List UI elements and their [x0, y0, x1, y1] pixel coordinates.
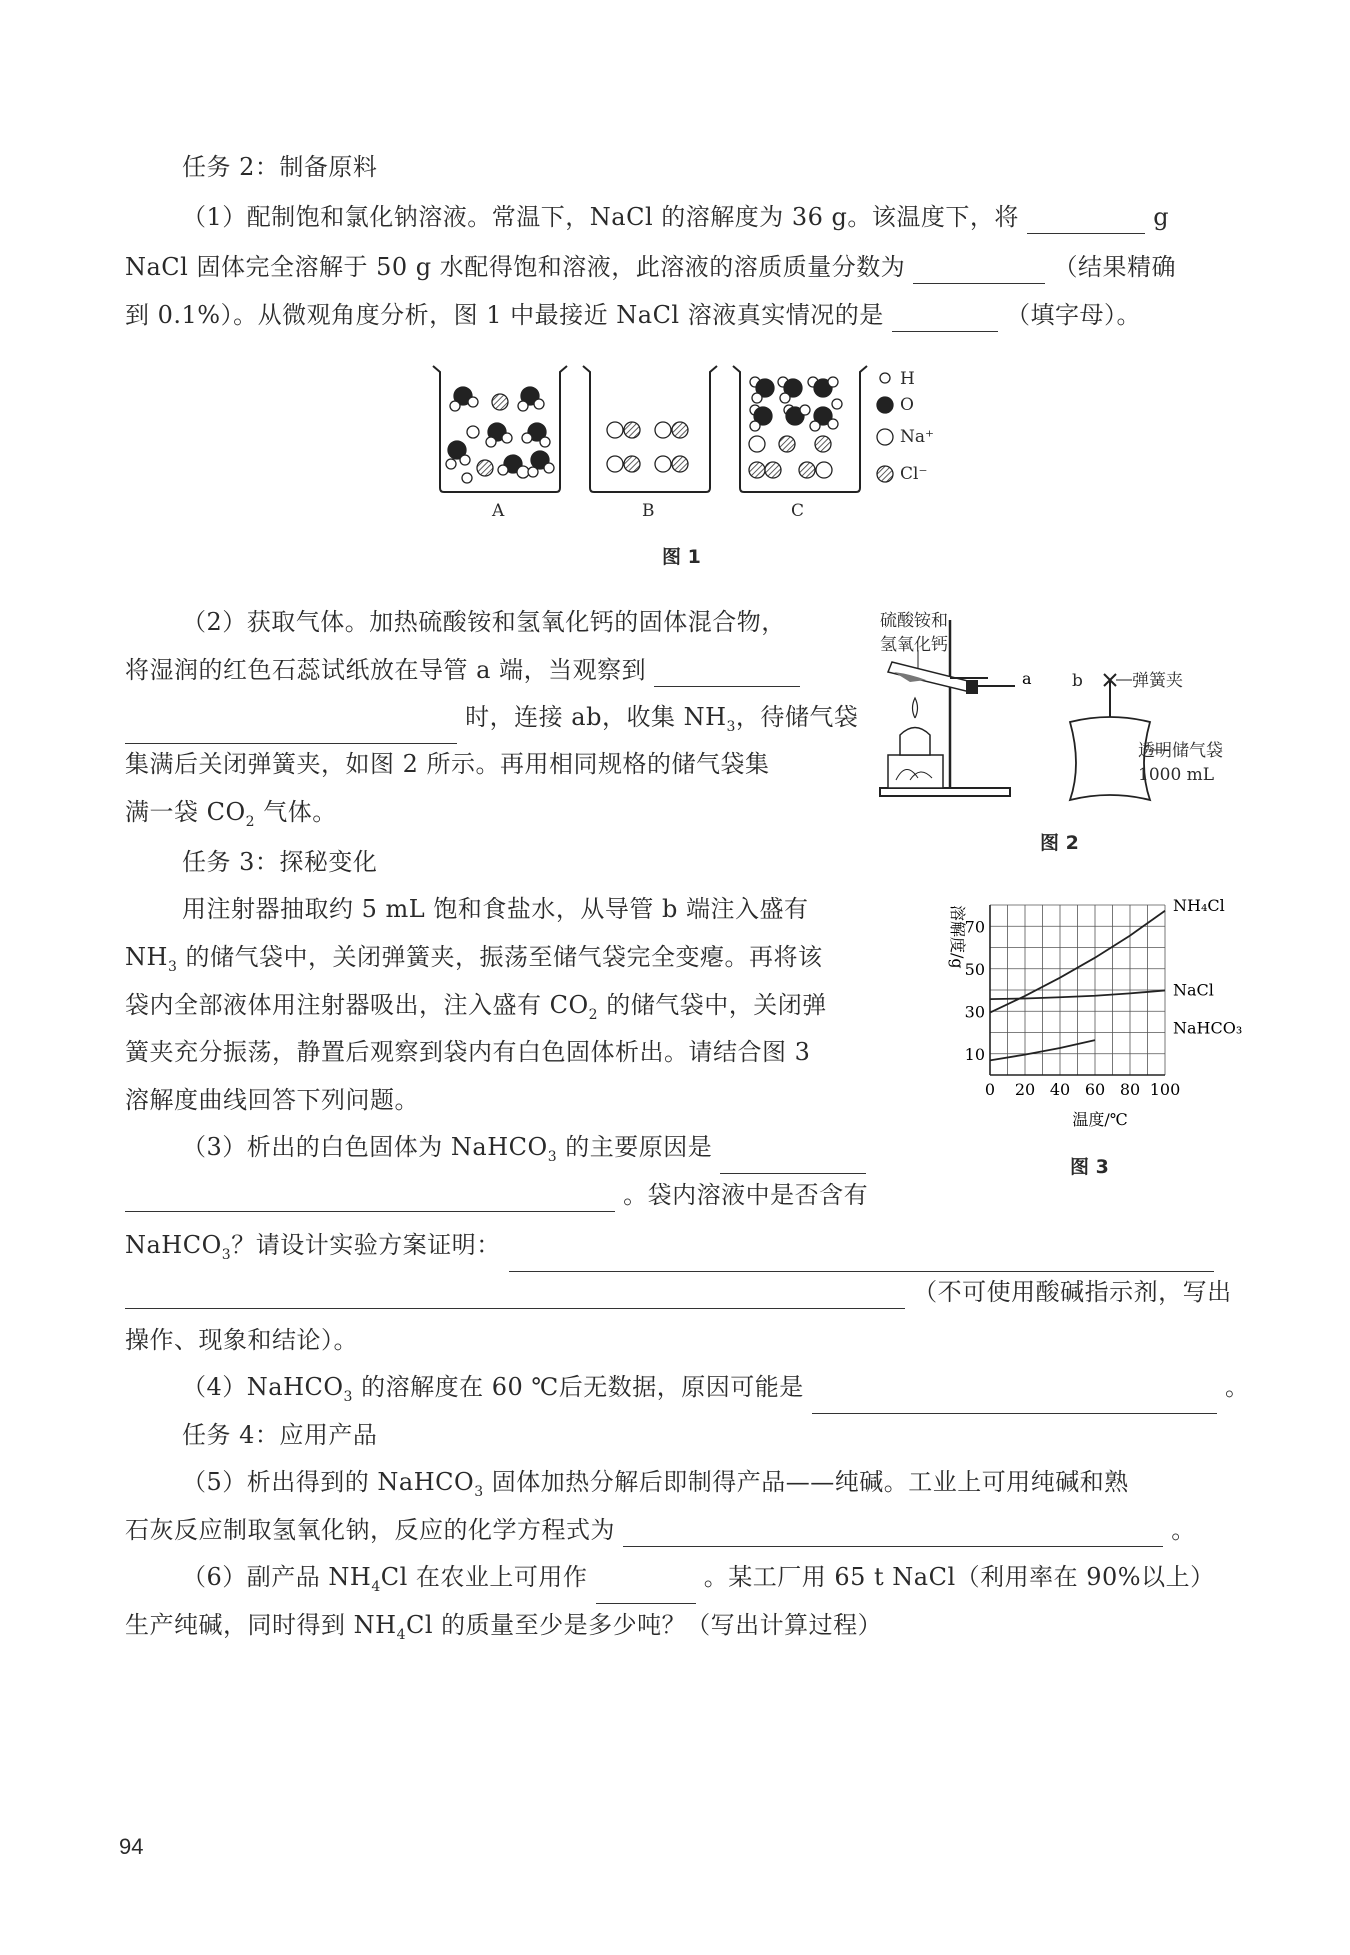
- q2-line1: （2）获取气体。加热硫酸铵和氢氧化钙的固体混合物，: [182, 608, 786, 636]
- q6-line1-end: 。某工厂用 65 t NaCl（利用率在 90%以上）: [703, 1563, 1215, 1591]
- fig2-clip-label: 弹簧夹: [1132, 671, 1183, 691]
- legend-na-symbol: [877, 429, 893, 445]
- q5-line2-end: 。: [1171, 1516, 1196, 1544]
- q2-line3-end: ，待储气袋: [735, 703, 859, 731]
- task3-p3-end: 的储气袋中，关闭弹: [598, 991, 827, 1019]
- task4-heading: 任务 4：应用产品: [182, 1421, 378, 1449]
- q1-line3-text: 到 0.1%）。从微观角度分析，图 1 中最接近 NaCl 溶液真实情况的是: [125, 301, 884, 329]
- q2-line3: [125, 700, 858, 744]
- q1-blank-fraction[interactable]: [913, 257, 1045, 284]
- beaker-c: [733, 366, 867, 492]
- series-label: NH₄Cl: [1173, 896, 1225, 915]
- q3-line1-text: （3）析出的白色固体为 NaHCO: [182, 1133, 548, 1161]
- task3-p5: 溶解度曲线回答下列问题。: [125, 1086, 419, 1114]
- task3-heading: 任务 3：探秘变化: [182, 848, 378, 876]
- q2-line5: [125, 795, 337, 839]
- q1-line1: [182, 200, 1169, 234]
- q1-blank-letter[interactable]: [892, 305, 998, 332]
- q3-line2: [125, 1178, 868, 1212]
- q1-line2-text: NaCl 固体完全溶解于 50 g 水配得饱和溶液，此溶液的溶质质量分数为: [125, 253, 906, 281]
- q1-blank-mass[interactable]: [1027, 207, 1145, 234]
- q3-line4: [125, 1275, 1232, 1309]
- q5-line1-end: 固体加热分解后即制得产品——纯碱。工业上可用纯碱和熟: [483, 1468, 1129, 1496]
- q3-line4-text: （不可使用酸碱指示剂，写出: [913, 1278, 1232, 1306]
- x-tick-label: 20: [1014, 1080, 1036, 1099]
- q3-line1-sub: 3: [547, 1148, 558, 1165]
- svg-text:a: a: [1022, 669, 1032, 688]
- q5-line2: [125, 1513, 1196, 1547]
- q5-line1-sub: 3: [474, 1483, 484, 1500]
- q2-blank-observe-2[interactable]: [125, 717, 457, 744]
- figure1-caption: 图 1: [662, 546, 701, 568]
- fig2-label-b: b: [1072, 671, 1083, 691]
- q2-line2: [125, 653, 800, 687]
- legend-o-label: O: [900, 395, 914, 415]
- q3-line3-text: NaHCO: [125, 1231, 222, 1259]
- y-tick-label: 70: [964, 917, 985, 937]
- q5-line1: [182, 1465, 1129, 1509]
- figure3-caption: 图 3: [1070, 1156, 1109, 1178]
- q2-blank-observe-1[interactable]: [654, 660, 800, 687]
- beaker-b: [583, 366, 717, 492]
- q5-line1-text: （5）析出得到的 NaHCO: [182, 1468, 475, 1496]
- q1-line2-end: （结果精确: [1053, 253, 1177, 281]
- q2-co2-sub: 2: [245, 813, 256, 830]
- task3-p2-nh: NH: [125, 943, 168, 971]
- q3-line2-text: 。袋内溶液中是否含有: [623, 1181, 869, 1209]
- q3-line3: [125, 1228, 1214, 1272]
- q2-line4: 集满后关闭弹簧夹，如图 2 所示。再用相同规格的储气袋集: [125, 750, 770, 778]
- y-tick-label: 50: [964, 959, 985, 979]
- q4-end: 。: [1225, 1373, 1250, 1401]
- chart-series: [990, 896, 1242, 1060]
- q1-unit: g: [1153, 203, 1170, 231]
- task3-p4: 簧夹充分振荡，静置后观察到袋内有白色固体析出。请结合图 3: [125, 1038, 811, 1066]
- q2-line3-text: 时，连接 ab，收集 NH: [465, 703, 727, 731]
- task3-p3-text: 袋内全部液体用注射器吸出，注入盛有 CO: [125, 991, 589, 1019]
- y-tick-label: 30: [964, 1002, 985, 1022]
- q6-blank-use[interactable]: [596, 1577, 696, 1604]
- task3-p1: 用注射器抽取约 5 mL 饱和食盐水，从导管 b 端注入盛有: [182, 895, 809, 923]
- q1-line1-text: （1）配制饱和氯化钠溶液。常温下，NaCl 的溶解度为 36 g。该温度下，将: [182, 203, 1019, 231]
- chart-grid: [990, 905, 1165, 1075]
- q3-line1-end: 的主要原因是: [557, 1133, 713, 1161]
- task3-p2-sub: 3: [167, 958, 178, 975]
- q6-line2-end: Cl 的质量至少是多少吨？（写出计算过程）: [405, 1611, 883, 1639]
- x-tick-label: 40: [1049, 1080, 1071, 1099]
- legend-h-label: H: [900, 369, 915, 389]
- y-tick-label: 10: [964, 1044, 985, 1064]
- x-tick-label: 80: [1119, 1080, 1141, 1099]
- q3-line3-sub: 3: [221, 1246, 232, 1263]
- q2-line5-text: 满一袋 CO: [125, 798, 246, 826]
- task2-heading: 任务 2：制备原料: [182, 153, 378, 181]
- q3-blank-plan-2[interactable]: [125, 1282, 905, 1309]
- q6-line1-text-2: Cl 在农业上可用作: [380, 1563, 588, 1591]
- q2-line5-end: 气体。: [255, 798, 337, 826]
- q1-line2: [125, 250, 1176, 284]
- q4-text: （4）NaHCO: [182, 1373, 344, 1401]
- figure1-legend: [877, 373, 893, 482]
- fig2-reagent-label-2: 氢氧化钙: [880, 635, 948, 655]
- q3-blank-reason-1[interactable]: [720, 1147, 866, 1174]
- series-label: NaCl: [1173, 980, 1214, 1000]
- x-tick-label: 100: [1149, 1080, 1181, 1099]
- q2-line2-text: 将湿润的红色石蕊试纸放在导管 a 端，当观察到: [125, 656, 647, 684]
- task3-p3: [125, 988, 827, 1032]
- q6-line2-text: 生产纯碱，同时得到 NH: [125, 1611, 397, 1639]
- q2-nh3-sub: 3: [726, 718, 736, 735]
- chart-ylabel: 溶解度/g: [948, 905, 967, 969]
- q6-line2: [125, 1608, 882, 1652]
- q5-blank-equation[interactable]: [623, 1520, 1163, 1547]
- fig2-bag-label-1: 透明储气袋: [1138, 741, 1223, 761]
- task3-p2-text: 的储气袋中，关闭弹簧夹，振荡至储气袋完全变瘪。再将该: [177, 943, 823, 971]
- task3-p3-sub: 2: [588, 1006, 599, 1023]
- q3-blank-plan-1[interactable]: [509, 1245, 1214, 1272]
- legend-na-label: Na⁺: [900, 427, 934, 447]
- beaker-c-label: C: [791, 501, 805, 521]
- q4-sub: 3: [343, 1388, 353, 1405]
- task3-p2: [125, 940, 823, 984]
- fig2-reagent-label-1: 硫酸铵和: [880, 611, 948, 631]
- q4-text-2: 的溶解度在 60 ℃后无数据，原因可能是: [352, 1373, 804, 1401]
- q1-line3: [125, 298, 1141, 332]
- legend-o-symbol: [877, 397, 893, 413]
- q4-line: [182, 1370, 1250, 1414]
- legend-h-symbol: [880, 373, 890, 383]
- legend-cl-label: Cl⁻: [900, 464, 928, 484]
- legend-cl-symbol: [877, 466, 893, 482]
- beaker-a-label: A: [492, 501, 505, 521]
- q3-line1: [182, 1130, 866, 1174]
- q3-line3-end: ？请设计实验方案证明：: [231, 1231, 501, 1259]
- q3-line5: 操作、现象和结论）。: [125, 1326, 358, 1354]
- q1-line3-end: （填字母）。: [1006, 301, 1142, 329]
- fig2-bag-label-2: 1000 mL: [1138, 765, 1215, 785]
- q3-blank-reason-2[interactable]: [125, 1185, 615, 1212]
- figure3-solubility-chart: [930, 885, 1270, 1135]
- chart-xlabel: 温度/℃: [1072, 1110, 1128, 1129]
- chart-ticks: [965, 917, 1181, 1099]
- q6-line2-sub: 4: [396, 1626, 406, 1643]
- page-number: 94: [119, 1834, 144, 1859]
- series-label: NaHCO₃: [1173, 1018, 1243, 1038]
- beaker-a: [433, 366, 567, 492]
- figure2-caption: 图 2: [1040, 832, 1079, 854]
- q6-line1-text: （6）副产品 NH: [182, 1563, 372, 1591]
- beaker-b-label: B: [642, 501, 655, 521]
- x-tick-label: 60: [1084, 1080, 1106, 1099]
- q5-line2-text: 石灰反应制取氢氧化钠，反应的化学方程式为: [125, 1516, 615, 1544]
- q4-blank[interactable]: [812, 1387, 1217, 1414]
- q6-line1: [182, 1560, 1215, 1604]
- q6-line1-sub: 4: [371, 1578, 381, 1595]
- x-tick-label: 0: [984, 1080, 996, 1099]
